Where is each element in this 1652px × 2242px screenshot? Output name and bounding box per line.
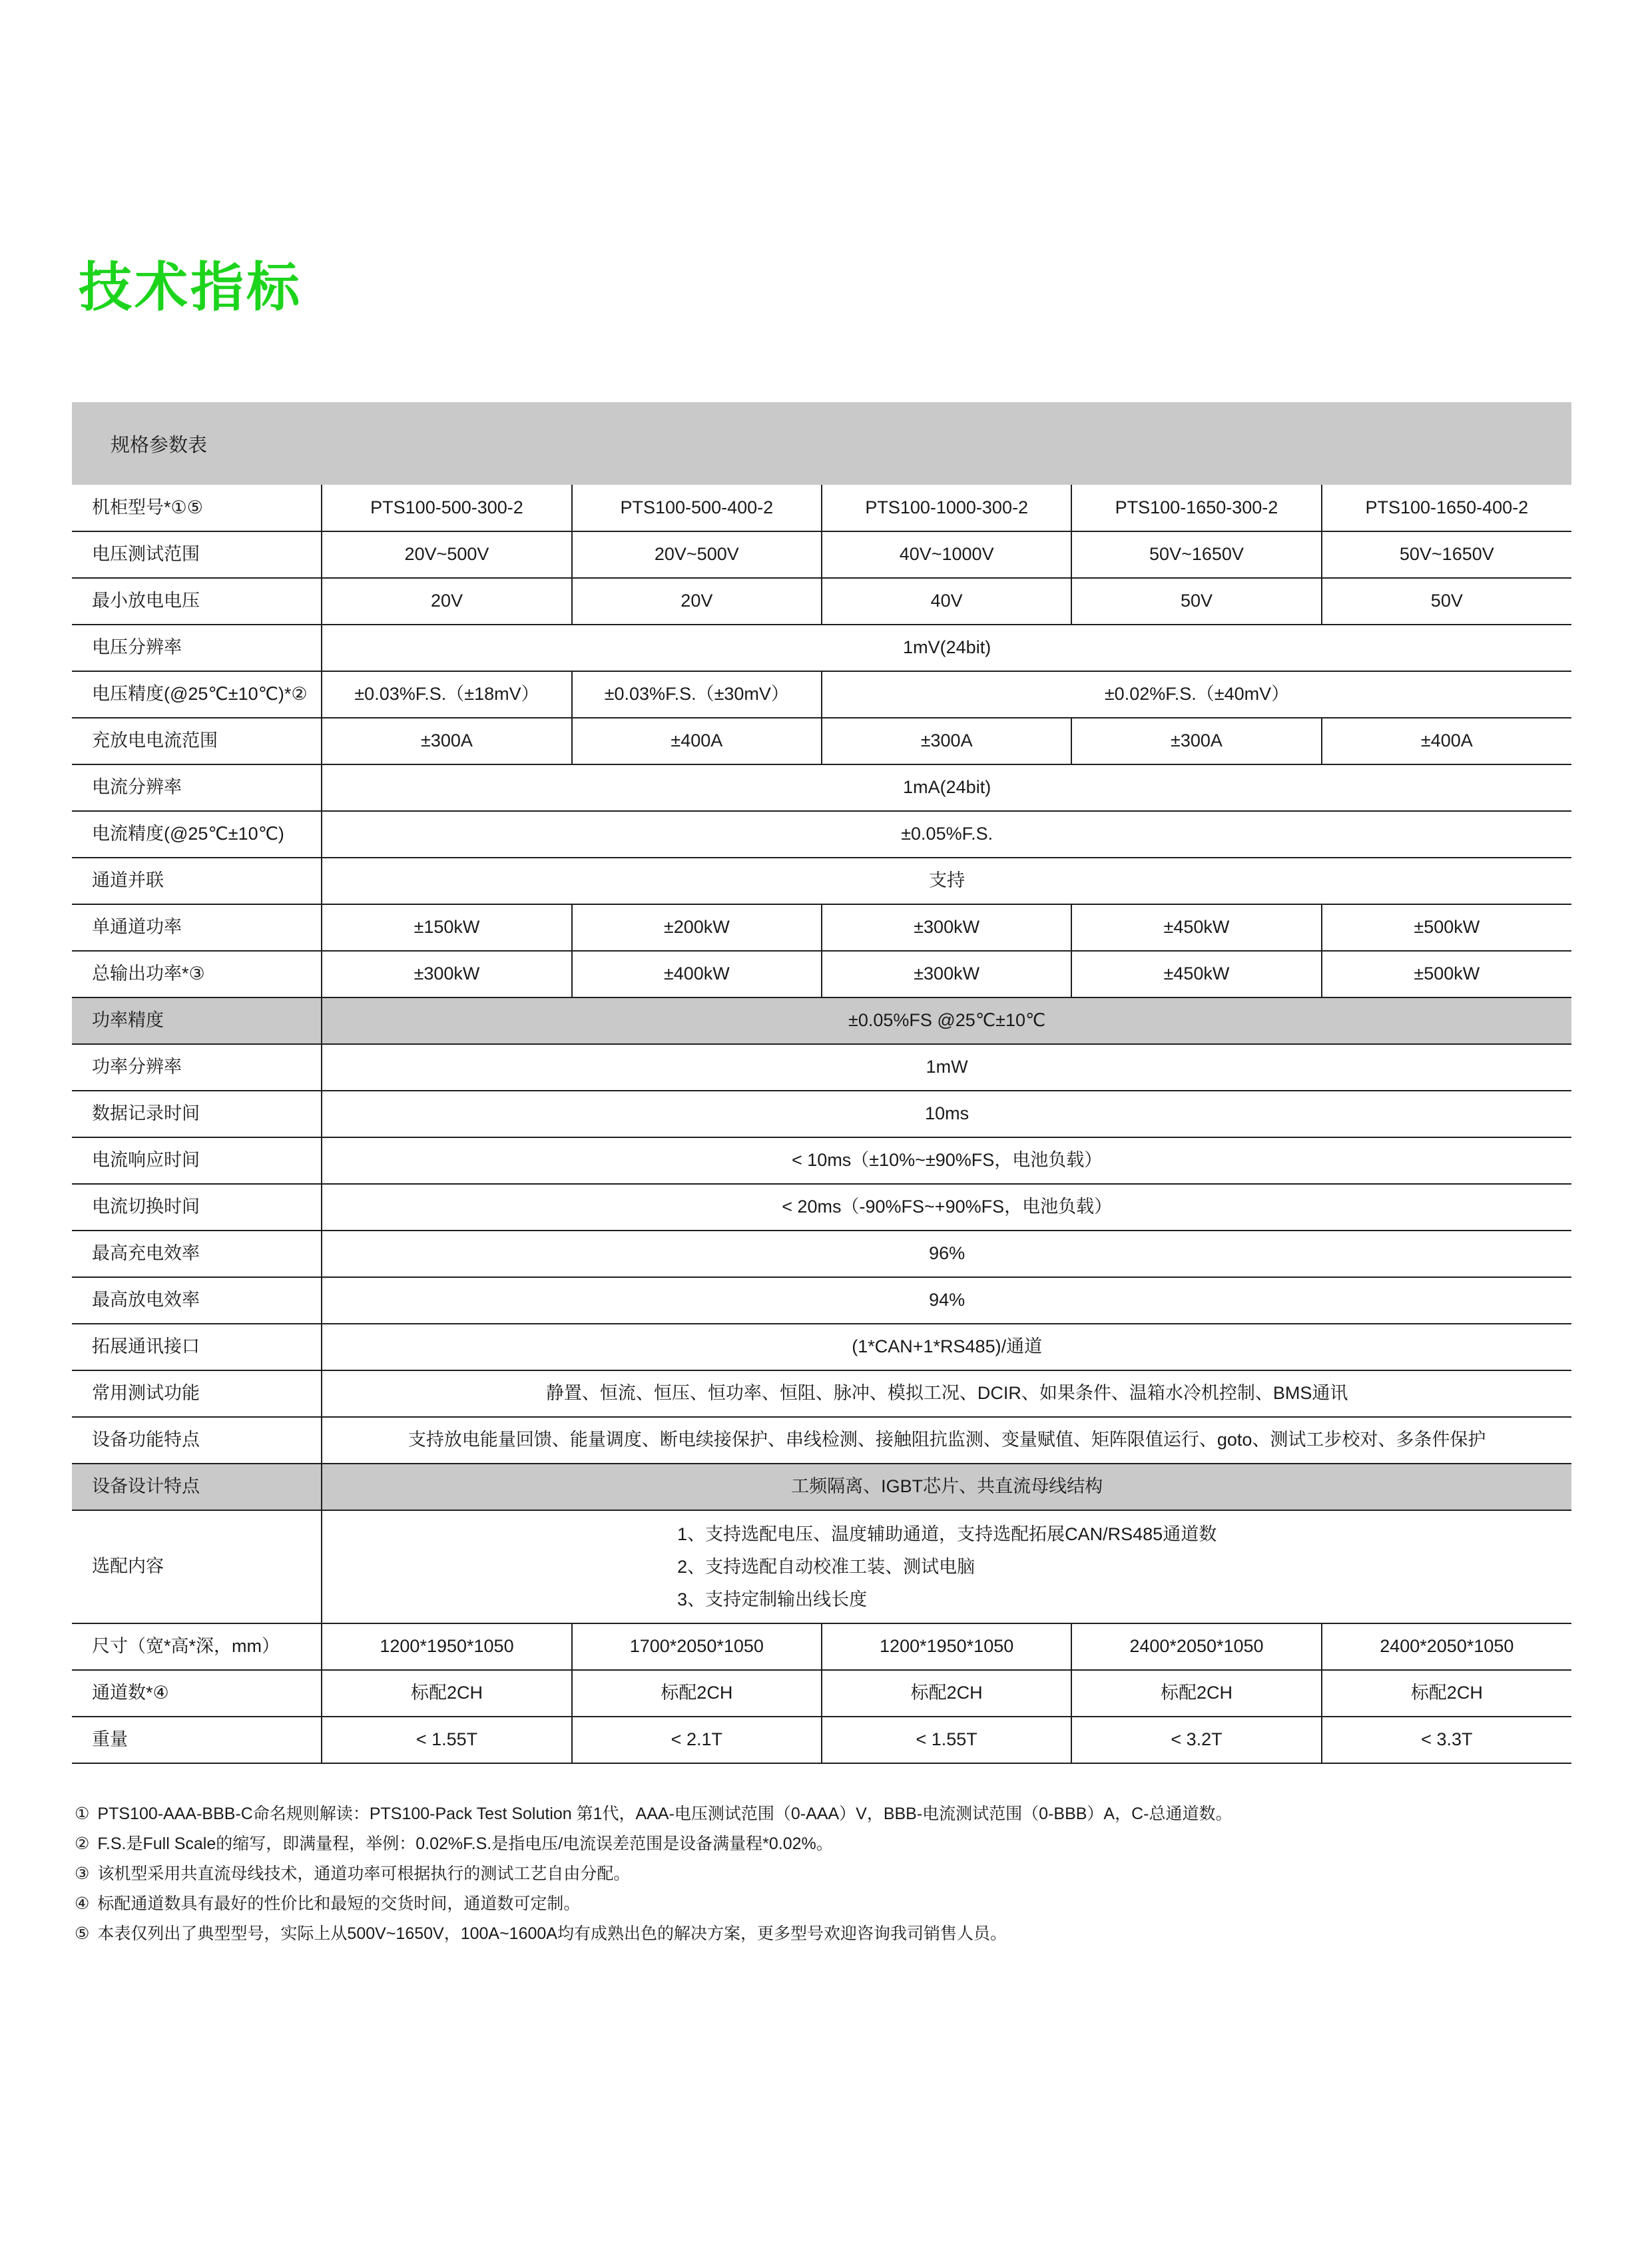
row-label: 最小放电电压 <box>72 578 322 625</box>
spec-value-cell: < 1.55T <box>322 1717 571 1763</box>
table-row <box>72 1417 1571 1464</box>
spec-value-cell: (1*CAN+1*RS485)/通道 <box>322 1324 1571 1370</box>
table-row <box>72 904 1571 951</box>
spec-value-cell: 支持放电能量回馈、能量调度、断电续接保护、串线检测、接触阻抗监测、变量赋值、矩阵限值运行、goto、测试工步校对、多条件保护 <box>322 1417 1571 1464</box>
spec-value-cell: 2400*2050*1050 <box>1322 1623 1571 1670</box>
spec-value-cell: ±200kW <box>572 904 822 951</box>
spec-table-body <box>72 485 1571 1763</box>
spec-value-cell: 标配2CH <box>822 1670 1071 1717</box>
table-row <box>72 1044 1571 1091</box>
spec-value-cell: < 3.3T <box>1322 1717 1571 1763</box>
table-row <box>72 625 1571 671</box>
spec-value-cell: ±150kW <box>322 904 571 951</box>
spec-value-cell <box>322 1510 1571 1623</box>
footnotes <box>75 1799 1613 1949</box>
table-row <box>72 1623 1571 1670</box>
row-label: 电流切换时间 <box>72 1184 322 1231</box>
spec-value-cell: ±0.03%F.S.（±30mV） <box>572 671 822 718</box>
spec-value-cell: ±0.02%F.S.（±40mV） <box>822 671 1571 718</box>
row-label: 功率分辨率 <box>72 1044 322 1091</box>
row-label: 电流响应时间 <box>72 1137 322 1184</box>
row-label: 通道并联 <box>72 858 322 904</box>
spec-value-cell: 94% <box>322 1277 1571 1324</box>
footnote <box>75 1889 1613 1919</box>
spec-value-cell: 50V <box>1071 578 1321 625</box>
spec-value-cell: 2400*2050*1050 <box>1071 1623 1321 1670</box>
spec-value-cell: 1mW <box>322 1044 1571 1091</box>
spec-value-cell: 标配2CH <box>322 1670 571 1717</box>
spec-value-cell: ±400A <box>572 718 822 764</box>
spec-value-cell: < 1.55T <box>822 1717 1071 1763</box>
table-header-bar <box>72 402 1571 485</box>
spec-value-cell: 20V <box>322 578 571 625</box>
option-line: 1、支持选配电压、温度辅助通道，支持选配拓展CAN/RS485通道数 <box>677 1524 1217 1544</box>
row-label: 电流分辨率 <box>72 764 322 811</box>
footnote <box>75 1829 1613 1859</box>
row-label: 充放电电流范围 <box>72 718 322 764</box>
row-label: 拓展通讯接口 <box>72 1324 322 1370</box>
spec-value-cell: 20V <box>572 578 822 625</box>
spec-value-cell: 10ms <box>322 1091 1571 1137</box>
row-label: 最高放电效率 <box>72 1277 322 1324</box>
table-row <box>72 764 1571 811</box>
footnote-text: 本表仅列出了典型型号，实际上从500V~1650V，100A~1600A均有成熟出色的解决方案，更多型号欢迎咨询我司销售人员。 <box>97 1924 1007 1943</box>
spec-value-cell: 1700*2050*1050 <box>572 1623 822 1670</box>
table-row <box>72 1717 1571 1763</box>
row-label: 电压分辨率 <box>72 625 322 671</box>
footnote-number: ③ <box>75 1864 90 1883</box>
footnote-text: F.S.是Full Scale的缩写，即满量程，举例：0.02%F.S.是指电压/电流误差范围是设备满量程*0.02%。 <box>97 1834 833 1853</box>
spec-value-cell: < 2.1T <box>572 1717 822 1763</box>
row-label: 电压测试范围 <box>72 531 322 578</box>
footnote <box>75 1919 1613 1949</box>
footnote <box>75 1799 1613 1829</box>
row-label: 通道数*④ <box>72 1670 322 1717</box>
table-row <box>72 1184 1571 1231</box>
table-row <box>72 718 1571 764</box>
row-label: 电压精度(@25℃±10℃)*② <box>72 671 322 718</box>
option-line: 3、支持定制输出线长度 <box>677 1589 868 1609</box>
spec-value-cell: ±300kW <box>822 951 1071 997</box>
table-row <box>72 531 1571 578</box>
spec-value-cell: ±300kW <box>322 951 571 997</box>
spec-value-cell: ±300A <box>822 718 1071 764</box>
spec-value-cell: PTS100-500-400-2 <box>572 485 822 531</box>
row-label: 机柜型号*①⑤ <box>72 485 322 531</box>
footnote-text: 标配通道数具有最好的性价比和最短的交货时间，通道数可定制。 <box>97 1894 581 1913</box>
spec-value-cell: 50V~1650V <box>1322 531 1571 578</box>
table-row <box>72 858 1571 904</box>
table-row <box>72 1510 1571 1623</box>
spec-value-cell: 标配2CH <box>572 1670 822 1717</box>
footnote-text: 该机型采用共直流母线技术，通道功率可根据执行的测试工艺自由分配。 <box>97 1864 631 1883</box>
spec-value-cell: 50V~1650V <box>1071 531 1321 578</box>
row-label: 重量 <box>72 1717 322 1763</box>
option-line: 2、支持选配自动校准工装、测试电脑 <box>677 1556 975 1577</box>
footnote-text: PTS100-AAA-BBB-C命名规则解读：PTS100-Pack Test Solution 第1代，AAA-电压测试范围（0-AAA）V，BBB-电流测试范围（0-BBB）A，C-总通道数。 <box>97 1805 1233 1823</box>
spec-value-cell: 1200*1950*1050 <box>322 1623 571 1670</box>
table-row <box>72 1091 1571 1137</box>
table-row <box>72 1370 1571 1417</box>
table-row <box>72 811 1571 858</box>
row-label: 单通道功率 <box>72 904 322 951</box>
table-title: 规格参数表 <box>111 434 208 456</box>
spec-value-cell: 工频隔离、IGBT芯片、共直流母线结构 <box>322 1464 1571 1510</box>
table-row <box>72 1324 1571 1370</box>
spec-value-cell: 1200*1950*1050 <box>822 1623 1071 1670</box>
spec-value-cell: ±0.03%F.S.（±18mV） <box>322 671 571 718</box>
spec-value-cell: 40V~1000V <box>822 531 1071 578</box>
table-row <box>72 671 1571 718</box>
spec-value-cell: ±400A <box>1322 718 1571 764</box>
spec-value-cell: 标配2CH <box>1322 1670 1571 1717</box>
spec-value-cell: ±0.05%F.S. <box>322 811 1571 858</box>
spec-value-cell: < 20ms（-90%FS~+90%FS，电池负载） <box>322 1184 1571 1231</box>
row-label: 电流精度(@25℃±10℃) <box>72 811 322 858</box>
spec-value-cell: ±500kW <box>1322 904 1571 951</box>
table-row <box>72 1231 1571 1277</box>
row-label: 总输出功率*③ <box>72 951 322 997</box>
spec-value-cell: 50V <box>1322 578 1571 625</box>
page-title: 技术指标 <box>79 258 302 317</box>
spec-value-cell: ±300A <box>1071 718 1321 764</box>
spec-value-cell: PTS100-1650-300-2 <box>1071 485 1321 531</box>
spec-value-cell: ±450kW <box>1071 951 1321 997</box>
spec-value-cell: ±450kW <box>1071 904 1321 951</box>
row-label: 常用测试功能 <box>72 1370 322 1417</box>
table-row <box>72 485 1571 531</box>
table-row <box>72 1137 1571 1184</box>
spec-value-cell: PTS100-500-300-2 <box>322 485 571 531</box>
table-row <box>72 951 1571 997</box>
footnote-number: ⑤ <box>75 1924 90 1943</box>
spec-value-cell: 20V~500V <box>322 531 571 578</box>
footnote <box>75 1859 1613 1889</box>
row-label: 数据记录时间 <box>72 1091 322 1137</box>
row-label: 选配内容 <box>72 1510 322 1623</box>
spec-value-cell: ±500kW <box>1322 951 1571 997</box>
table-row <box>72 1277 1571 1324</box>
spec-value-cell: 标配2CH <box>1071 1670 1321 1717</box>
spec-value-cell: 支持 <box>322 858 1571 904</box>
spec-value-cell: ±0.05%FS @25℃±10℃ <box>322 997 1571 1044</box>
spec-value-cell: PTS100-1650-400-2 <box>1322 485 1571 531</box>
spec-value-cell: 96% <box>322 1231 1571 1277</box>
option-list <box>677 1518 1217 1616</box>
row-label: 设备设计特点 <box>72 1464 322 1510</box>
spec-value-cell: 1mA(24bit) <box>322 764 1571 811</box>
row-label: 最高充电效率 <box>72 1231 322 1277</box>
table-row <box>72 1464 1571 1510</box>
spec-value-cell: 1mV(24bit) <box>322 625 1571 671</box>
footnote-number: ② <box>75 1834 90 1853</box>
spec-value-cell: ±300kW <box>822 904 1071 951</box>
row-label: 功率精度 <box>72 997 322 1044</box>
spec-value-cell: 静置、恒流、恒压、恒功率、恒阻、脉冲、模拟工况、DCIR、如果条件、温箱水冷机控制、BMS通讯 <box>322 1370 1571 1417</box>
row-label: 设备功能特点 <box>72 1417 322 1464</box>
row-label: 尺寸（宽*高*深，mm） <box>72 1623 322 1670</box>
table-row <box>72 997 1571 1044</box>
spec-value-cell: < 10ms（±10%~±90%FS，电池负载） <box>322 1137 1571 1184</box>
footnote-number: ① <box>75 1805 90 1823</box>
spec-value-cell: 40V <box>822 578 1071 625</box>
footnote-number: ④ <box>75 1894 90 1913</box>
spec-value-cell: PTS100-1000-300-2 <box>822 485 1071 531</box>
spec-value-cell: ±400kW <box>572 951 822 997</box>
spec-value-cell: < 3.2T <box>1071 1717 1321 1763</box>
table-row <box>72 1670 1571 1717</box>
table-row <box>72 578 1571 625</box>
spec-value-cell: ±300A <box>322 718 571 764</box>
spec-table <box>72 485 1571 1764</box>
spec-value-cell: 20V~500V <box>572 531 822 578</box>
spec-table-area <box>72 402 1571 1764</box>
